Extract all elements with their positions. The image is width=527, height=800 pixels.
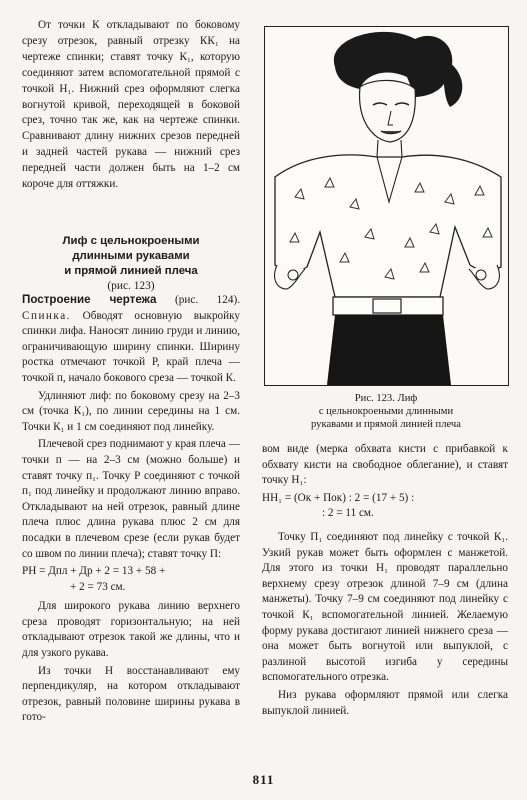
heading-line: Лиф с цельнокроеными: [62, 235, 200, 247]
paragraph: Удлиняют лиф: по боковому срезу на 2–3 см (точка К₁), по линии середины на 1 см. Точки К₁ и 1 см соединяют под линейку.: [22, 389, 240, 433]
right-column-bottom: [262, 442, 508, 721]
formula-line: НН₁ = (Ок + Пок) : 2 = (17 + 5) :: [262, 491, 415, 504]
paragraph-text: Обводят основную выкройку спинки лифа. Наносят линию груди и линию, ограничивающую ширину спинки. Ширину ростка отмечают точкой Р, край плеча — точкой п, начало бокового среза — точкой К.: [22, 309, 240, 384]
paragraph: [22, 292, 240, 387]
paragraph: Низ рукава оформляют прямой или слегка выпуклой линией.: [262, 688, 508, 717]
caption-line: Рис. 123. Лиф: [354, 393, 418, 404]
caption-line: с цельнокроеными длинными: [318, 406, 454, 417]
paragraph: вом виде (мерка обхвата кисти с прибавкой к обхвату кисти на свободное облегание), и ставят точку Н₁:: [262, 443, 508, 487]
left-column-top: [22, 18, 240, 193]
formula-line: + 2 = 73 см.: [70, 580, 126, 593]
caption-line: рукавами и прямой линией плеча: [311, 419, 461, 430]
paragraph: От точки К откладывают по боковому срезу отрезок, равный отрезку КК₁ на чертеже спинки; ставят точку К₁, которую соединяют затем вспомогательной прямой с точкой Н₁. Нижний срез оформляют слегка вогнутой кривой, переходящей в боковой срез, точно так же, как на чертеже спинки. Сравнивают длину нижних срезов передней и задней частей рукава — нижний срез передней части должен быть на 1–2 см короче для оттяжки.: [22, 19, 240, 191]
heading-line: и прямой линией плеча: [64, 265, 198, 277]
construction-lead: Построение чертежа: [22, 293, 157, 306]
construction-ref: (рис. 124).: [156, 294, 240, 306]
page-number: 811: [252, 772, 275, 787]
figure-caption: [262, 392, 510, 431]
paragraph: Из точки Н восстанавливают ему перпендикуляр, на котором откладывают отрезок, равный половине ширины рукава в гото-: [22, 664, 240, 724]
section-heading: [22, 234, 240, 294]
blouse-figure-drawing: [265, 27, 508, 385]
paragraph: Плечевой срез поднимают у края плеча — точки п — на 2–3 см (можно больше) и ставят точку п₁. Точку Р соединяют с точкой п₁ под линейку и продолжают линию вправо. Откладывают на ней отрезок, равный длине плеча плюс длина рукава плюс 2 см для посадки в плечевом срезе (если рукав будет со швом по линии плеча); ставят точку П:: [22, 438, 240, 560]
back-word: Спинка.: [22, 309, 71, 322]
formula-line: : 2 = 11 см.: [322, 507, 374, 520]
formula-line: РН = Дпл + Др + 2 = 13 + 58 +: [22, 565, 166, 578]
formula: [262, 491, 508, 522]
paragraph: Точку П₁ соединяют под линейку с точкой К₁. Узкий рукав может быть оформлен с манжетой. Для этого из точки Н₁ проводят параллельно верхнему срезу отрезок длиной 7–9 см (длина манжеты). Точку 7–9 см соединяют под линейку с точкой К₁ вспомогательной линией. Желаемую форму рукава достигают линией нижнего среза — она может быть вогнутой или выпуклой, с разлиной высотой изгиба у середины вспомогательного отрезка.: [262, 530, 508, 684]
heading-line: длинными рукавами: [72, 250, 190, 262]
formula: [22, 564, 240, 595]
fashion-illustration: [264, 26, 509, 386]
heading-figure-ref: (рис. 123): [107, 280, 155, 292]
left-column-bottom: [22, 292, 240, 728]
paragraph: Для широкого рукава линию верхнего среза проводят горизонтальную; на ней откладывают отрезок такой же длины, что и для узкого рукава.: [22, 600, 240, 660]
